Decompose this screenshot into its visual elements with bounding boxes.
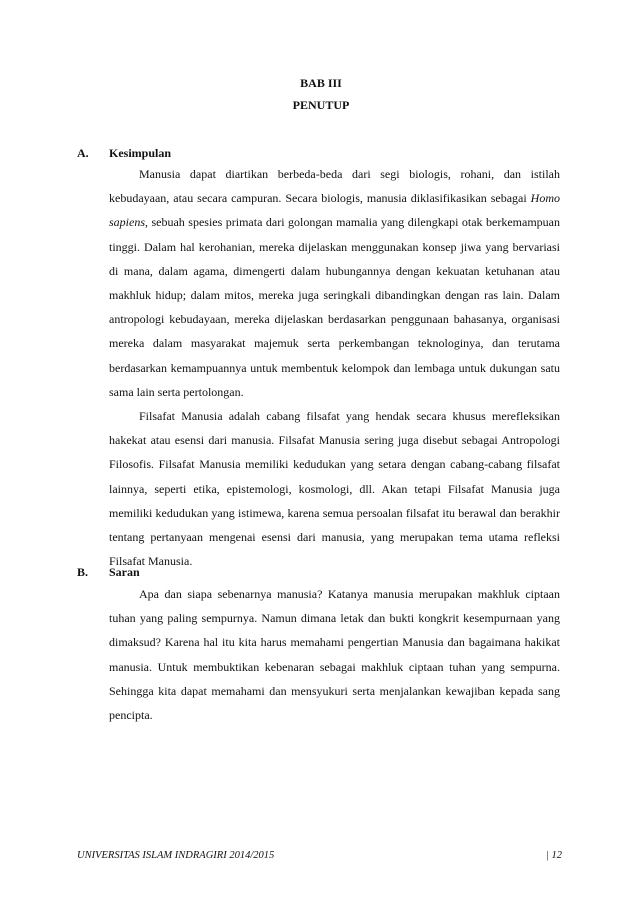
section-a-paragraph-1-text-end: , sebuah spesies primata dari golongan mamalia yang dilengkapi otak berkemampuan tinggi. Dalam hal kerohanian, mereka dijelaskan menggunakan konsep jiwa yang bervariasi di mana, dalam agama, dimengerti dalam hubungannya dengan kekuatan ketuhanan atau makhluk hidup; dalam mitos, mereka juga seringkali dibandingkan dengan ras lain. Dalam antropologi kebudayaan, mereka dijelaskan berdasarkan penggunaan bahasanya, organisasi mereka dalam masyarakat majemuk serta perkembangan teknologinya, dan terutama berdasarkan kemampuannya untuk membentuk kelompok dan lembaga untuk dukungan satu sama lain serta pertolongan. (109, 215, 560, 399)
footer-page-number: | 12 (545, 850, 562, 861)
section-b-heading (77, 565, 140, 580)
chapter-subtitle: PENUTUP (292, 98, 350, 112)
section-a-heading (77, 146, 171, 161)
section-b-letter: B. (77, 565, 89, 579)
section-a-paragraph-1 (109, 162, 560, 404)
section-a-paragraph-1-italic-term: Homo sapiens (109, 191, 560, 230)
section-a-body (109, 162, 560, 573)
section-b-title: Saran (109, 565, 140, 579)
section-a-paragraph-1-text-start: Manusia dapat diartikan berbeda-beda dari segi biologis, rohani, dan istilah kebudayaan, atau secara campuran. Secara biologis, manusia diklasifikasikan sebagai (109, 167, 560, 206)
section-b-paragraph-1: Apa dan siapa sebenarnya manusia? Katanya manusia merupakan makhluk ciptaan tuhan yang paling sempurnya. Namun dimana letak dan bukti kongkrit kesempurnaan yang dimaksud? Karena hal itu kita harus memahami pengertian Manusia dan bagaimana hakikat manusia. Untuk membuktikan kebenaran sebagai makhluk ciptaan tuhan yang sempurna. Sehingga kita dapat memahami dan mensyukuri serta menjalankan kewajiban kepada sang pencipta. (109, 587, 560, 723)
chapter-title: BAB III (300, 76, 342, 90)
section-a-title: Kesimpulan (109, 146, 172, 160)
section-a-paragraph-2: Filsafat Manusia adalah cabang filsafat yang hendak secara khusus merefleksikan hakekat atau esensi dari manusia. Filsafat Manusia sering juga disebut sebagai Antropologi Filosofis. Filsafat Manusia memiliki kedudukan yang setara dengan cabang-cabang filsafat lainnya, seperti etika, epistemologi, kosmologi, dll. Akan tetapi Filsafat Manusia juga memiliki kedudukan yang istimewa, karena semua persoalan filsafat itu berawal dan berakhir tentang pertanyaan mengenai esensi dari manusia, yang merupakan tema utama refleksi Filsafat Manusia. (109, 409, 560, 569)
section-a-letter: A. (77, 146, 89, 160)
footer-institution: UNIVERSITAS ISLAM INDRAGIRI 2014/2015 (77, 850, 275, 861)
section-b-body (109, 582, 560, 727)
